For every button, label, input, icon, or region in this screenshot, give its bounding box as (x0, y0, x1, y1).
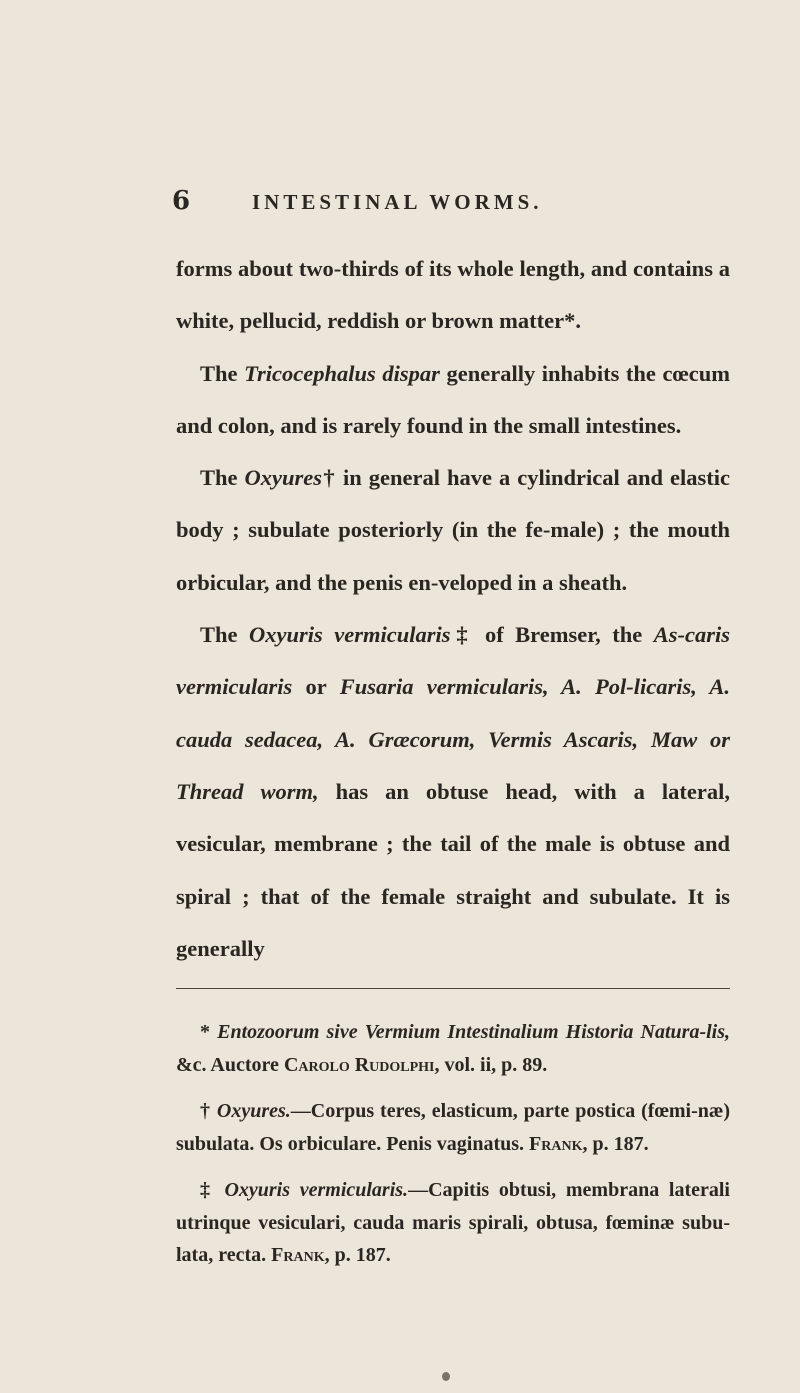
footnote-rule (176, 988, 730, 989)
running-head: INTESTINAL WORMS. (252, 190, 543, 214)
paragraph-1: forms about two-thirds of its whole length, and contains a white, pellucid, reddish or brown matter*. (176, 256, 730, 334)
paragraph-2: The Tricocephalus dispar generally inhabits the cœcum and colon, and is rarely found in the small intestines. (176, 360, 730, 438)
footnote-1: * Entozoorum sive Vermium Intestinalium Historia Natura-lis, &c. Auctore Carolo Rudolphi, vol. ii, p. 89. (176, 1021, 730, 1076)
paragraph-3: The Oxyures† in general have a cylindrical and elastic body ; subulate posteriorly (in the fe-male) ; the mouth orbicular, and the penis en-veloped in a sheath. (176, 465, 730, 595)
footnote-3: ‡ Oxyuris vermicularis.—Capitis obtusi, membrana laterali utrinque vesiculari, cauda maris spirali, obtusa, fœminæ subu-lata, recta. Frank, p. 187. (176, 1179, 730, 1266)
ink-spot (442, 1372, 450, 1381)
page-number: 6 (172, 186, 191, 216)
footnote-2: † Oxyures.—Corpus teres, elasticum, parte postica (fœmi-næ) subulata. Os orbiculare. Penis vaginatus. Frank, p. 187. (176, 1100, 731, 1155)
paragraph-4: The Oxyuris vermicularis‡ of Bremser, the As-caris vermicularis or Fusaria vermicularis, A. Pol-licaris, A. cauda sedacea, A. Græcorum, Vermis Ascaris, Maw or Thread worm, has an obtuse head, with a lateral, vesicular, membrane ; the tail of the male is obtuse and spiral ; that of the female straight and subulate. It is generally (176, 622, 731, 961)
main-text (176, 243, 730, 975)
page-header (172, 186, 732, 226)
footnotes (176, 1016, 730, 1286)
